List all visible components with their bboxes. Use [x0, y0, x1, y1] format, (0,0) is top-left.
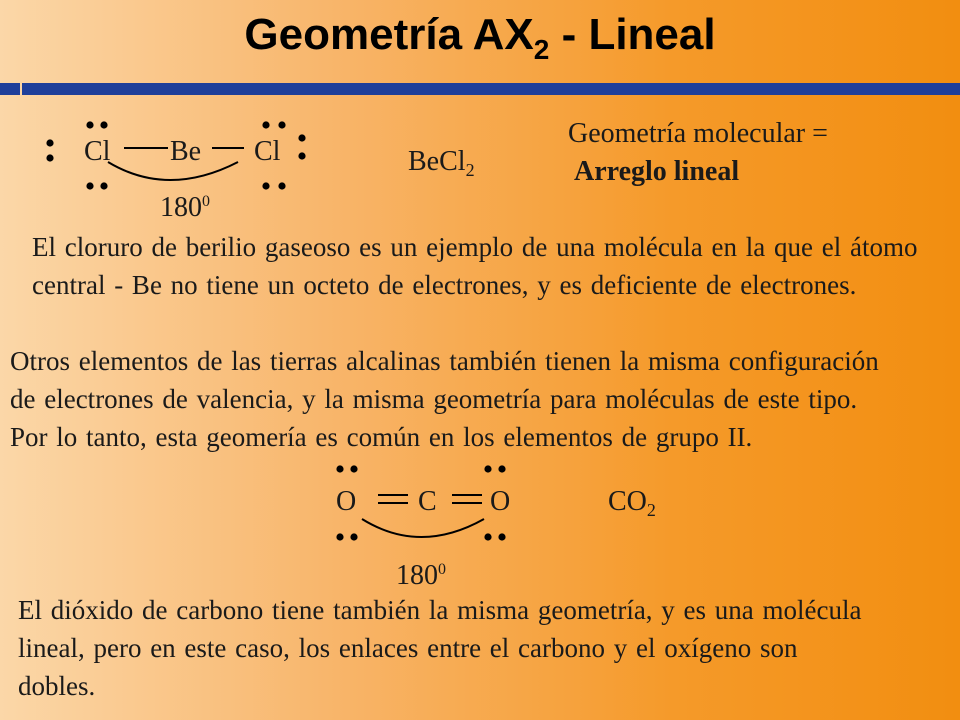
- lone-pair-dot: [484, 465, 491, 472]
- geometry-value: Arreglo lineal: [574, 156, 740, 187]
- page-title: Geometría $AX_2$ - Lineal: [244, 10, 716, 65]
- lone-pair-dot: [278, 121, 285, 128]
- lone-pair-dot: [498, 533, 505, 540]
- formula-becl2: BeCl$_2$: [408, 146, 475, 180]
- bond-angle-label: $180^0$: [396, 560, 446, 591]
- paragraph-group-ii: Otros elementos de las tierras alcalinas también tienen la misma configuración de electrones de valencia, y la misma geometría para moléculas de este tipo. Por lo tanto, esta geomería es común en los elementos de grupo II.: [10, 346, 879, 452]
- geometry-label: Geometría molecular =: [568, 118, 828, 149]
- paragraph-co2: El dióxido de carbono tiene también la misma geometría, y es una molécula lineal, pero en este caso, los enlaces entre el carbono y el oxígeno son dobles.: [18, 595, 862, 701]
- lone-pair-dot: [46, 139, 53, 146]
- atom-cl-left: Cl: [84, 136, 111, 167]
- lone-pair-dot: [100, 121, 107, 128]
- lone-pair-dot: [86, 182, 93, 189]
- lone-pair-dot: [278, 182, 285, 189]
- lone-pair-dot: [100, 182, 107, 189]
- atom-be: Be: [170, 136, 202, 167]
- lone-pair-dot: [46, 154, 53, 161]
- lone-pair-dot: [484, 533, 491, 540]
- lone-pair-dot: [498, 465, 505, 472]
- lone-pair-dot: [350, 533, 357, 540]
- lone-pair-dot: [298, 134, 305, 141]
- atom-c: C: [418, 486, 437, 517]
- bond-angle-label: $180^0$: [160, 192, 210, 223]
- atom-o-left: O: [336, 486, 357, 517]
- lone-pair-dot: [336, 533, 343, 540]
- lone-pair-dot: [262, 182, 269, 189]
- lone-pair-dot: [350, 465, 357, 472]
- formula-co2: $CO_2$: [608, 486, 656, 520]
- lone-pair-dot: [86, 121, 93, 128]
- bond-angle-arc: [362, 519, 484, 537]
- atom-o-right: O: [490, 486, 511, 517]
- lone-pair-dot: [262, 121, 269, 128]
- title-divider-accent: [0, 83, 20, 95]
- title-divider: [22, 83, 960, 95]
- paragraph-becl2: El cloruro de berilio gaseoso es un ejemplo de una molécula en la que el átomo central - Be no tiene un octeto de electrones, y es deficiente de electrones.: [32, 232, 918, 300]
- lone-pair-dot: [336, 465, 343, 472]
- atom-cl-right: Cl: [254, 136, 281, 167]
- lone-pair-dot: [298, 152, 305, 159]
